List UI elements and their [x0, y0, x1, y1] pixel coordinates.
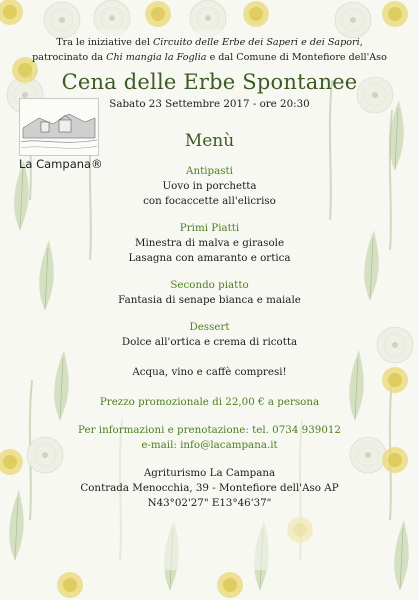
intro-line-1	[0, 37, 419, 48]
dish-item: Lasagna con amaranto e ortica	[128, 252, 291, 264]
event-date: Sabato 23 Settembre 2017 - ore 20:30	[109, 98, 310, 110]
dish-item: Dolce all'ortica e crema di ricotta	[121, 336, 298, 348]
venue-address: Contrada Menocchia, 39 - Montefiore dell'Aso AP	[80, 482, 339, 494]
logo-label: La Campana®	[19, 157, 103, 171]
sponsor-name: Chi mangia la Foglia	[106, 52, 207, 63]
dish-item: Fantasia di senape bianca e maiale	[118, 294, 301, 306]
venue-name: Agriturismo La Campana	[143, 467, 276, 479]
intro-text: Tra le iniziative del	[56, 37, 153, 48]
dish-item: con focaccette all'elicriso	[143, 195, 276, 207]
dish-item: Minestra di malva e girasole	[134, 237, 285, 249]
intro-line-2	[0, 52, 419, 63]
menu-title: Menù	[184, 131, 235, 151]
contact-email[interactable]: e-mail: info@lacampana.it	[141, 439, 278, 451]
contact-phone: Per informazioni e prenotazione: tel. 0734 939012	[78, 424, 341, 436]
drinks-note: Acqua, vino e caffè compresi!	[132, 366, 287, 378]
dish-item: Uovo in porchetta	[162, 180, 257, 192]
circuit-name: Circuito delle Erbe dei Saperi e dei Sapori	[152, 37, 360, 48]
section-heading: Primi Piatti	[179, 222, 240, 234]
price-line: Prezzo promozionale di 22,00 € a persona	[99, 396, 320, 408]
section-heading: Secondo piatto	[170, 279, 249, 291]
intro-comma: ,	[359, 37, 363, 48]
intro-text: e dal Comune di Montefiore dell'Aso	[206, 52, 387, 63]
event-title: Cena delle Erbe Spontanee	[61, 70, 358, 94]
section-heading: Antipasti	[186, 165, 233, 177]
intro-text: patrocinato da	[32, 52, 107, 63]
section-heading: Dessert	[189, 321, 230, 333]
venue-coordinates: N43°02'27" E13°46'37"	[147, 497, 272, 509]
